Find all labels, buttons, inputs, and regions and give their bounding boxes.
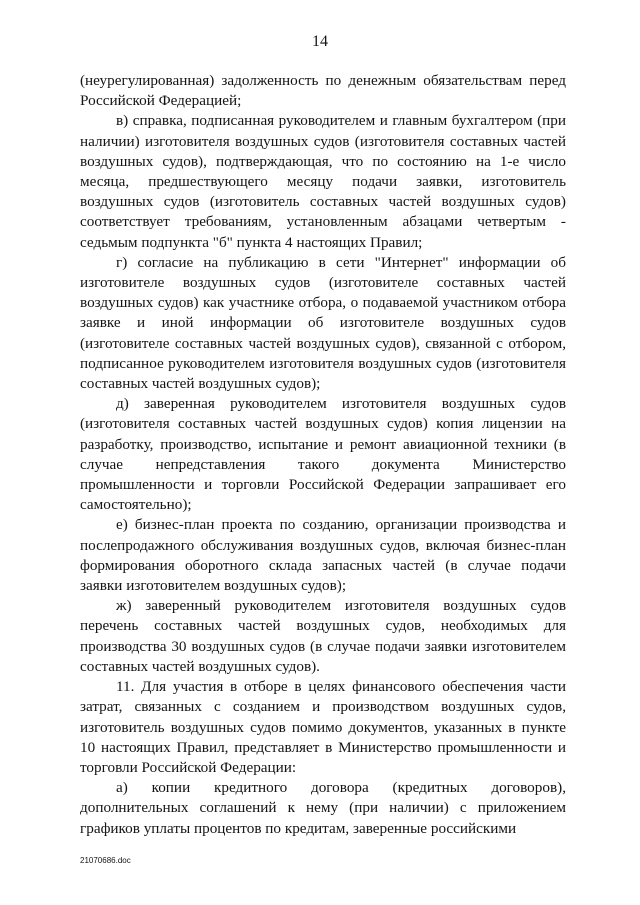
document-body (80, 71, 566, 839)
page-number: 14 (312, 33, 328, 50)
paragraph-clause-11: 11. Для участия в отборе в целях финансового обеспечения части затрат, связанных с созданием и производством воздушных судов, изготовитель воздушных судов помимо документов, указанных в пункте 10 настоящих Правил, представляет в Министерство промышленности и торговли Российской Федерации: (80, 678, 566, 776)
paragraph-item-v: в) справка, подписанная руководителем и главным бухгалтером (при наличии) изготовителя воздушных судов (изготовителя составных частей воздушных судов), подтверждающая, что по состоянию на 1-е число месяца, предшествующего месяцу подачи заявки, изготовитель воздушных судов (изготовитель составных частей воздушных судов) соответствует требованиям, установленным абзацами четвертым - седьмым подпункта "б" пункта 4 настоящих Правил; (80, 112, 566, 251)
paragraph-item-d: д) заверенная руководителем изготовителя воздушных судов (изготовителя составных частей воздушных судов) копия лицензии на разработку, производство, испытание и ремонт авиационной техники (в случае непредставления такого документа Министерство промышленности и торговли Российской Федерации запрашивает его самостоятельно); (80, 395, 566, 514)
paragraph-item-zh: ж) заверенный руководителем изготовителя воздушных судов перечень составных частей воздушных судов, необходимых для производства 30 воздушных судов (в случае подачи заявки изготовителем составных частей воздушных судов). (80, 597, 566, 675)
paragraph-item-g: г) согласие на публикацию в сети "Интернет" информации об изготовителе воздушных судов (изготовителе составных частей воздушных судов) как участнике отбора, о подаваемой участником отбора заявке и иной информации об изготовителе воздушных судов (изготовителе составных частей воздушных судов), связанной с отбором, подписанное руководителем изготовителя воздушных судов (изготовителя составных частей воздушных судов); (80, 253, 566, 393)
paragraph-item-e: е) бизнес-план проекта по созданию, организации производства и послепродажного обслуживания воздушных судов, включая бизнес-план формирования оборотного склада запасных частей (в случае подачи заявки изготовителем воздушных судов); (80, 516, 566, 595)
paragraph-continuation: (неурегулированная) задолженность по денежным обязательствам перед Российской Федерацией; (80, 72, 566, 110)
paragraph-item-a: а) копии кредитного договора (кредитных договоров), дополнительных соглашений к нему (при наличии) с приложением графиков уплаты процентов по кредитам, заверенные российскими (80, 779, 566, 837)
file-reference: 21070686.doc (80, 856, 131, 865)
